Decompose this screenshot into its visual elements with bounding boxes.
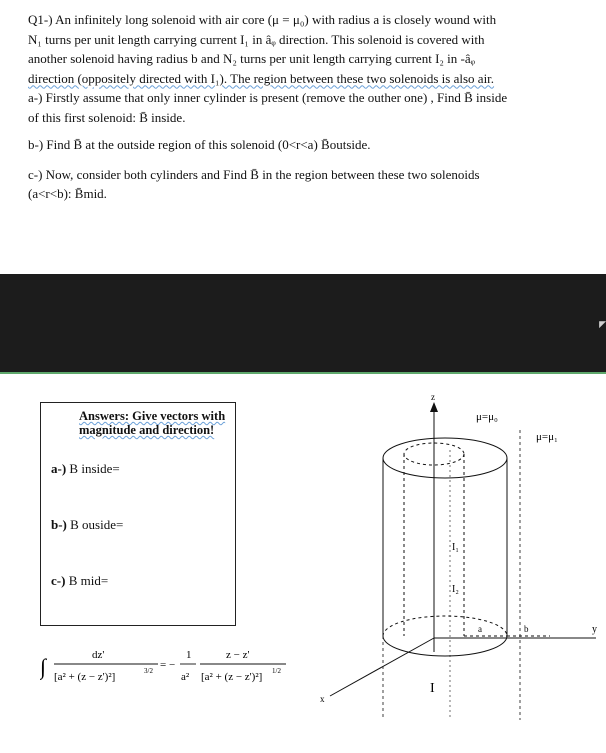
formula-coef-num: 1 — [186, 649, 192, 661]
part-c-line-1: c-) Now, consider both cylinders and Find B̄ in the region between these two solenoids — [28, 166, 480, 182]
answer-c-text: B mid= — [68, 573, 109, 588]
question-document — [0, 0, 606, 274]
part-b-text: b-) Find B̄ at the outside region of this solenoid (0<r<a) B̄outside. — [28, 137, 371, 152]
question-line-1: Q1-) An infinitely long solenoid with air core (μ = μ₀) with radius a is closely wound with — [28, 12, 497, 27]
answer-box — [40, 402, 236, 626]
answer-c — [51, 573, 108, 589]
question-text — [28, 10, 576, 204]
answer-a — [51, 461, 120, 477]
radius-b-label: b — [524, 624, 529, 634]
answer-a-text: B inside= — [69, 461, 120, 476]
part-c-line-2: (a<r<b): B̄mid. — [28, 186, 107, 201]
z-axis-label: z — [431, 392, 435, 402]
mu0-label: μ=μ₀ — [476, 411, 498, 423]
part-a-line-2: of this first solenoid: B̄ inside. — [28, 109, 186, 125]
solenoid-diagram — [300, 390, 606, 730]
mu1-label: μ=μ₁ — [536, 431, 558, 443]
y-axis-label: y — [592, 624, 597, 635]
dark-band — [0, 274, 606, 372]
formula-coef-den: a² — [181, 671, 190, 683]
outer-cylinder-top — [383, 438, 507, 478]
integral-sign: ∫ — [40, 654, 47, 679]
question-line-4: direction (oppositely directed with I₁). The region between these two solenoids is also air. — [28, 70, 495, 86]
question-line-2: N₁ turns per unit length carrying current I₁ in âᵩ direction. This solenoid is covered with — [28, 31, 485, 47]
formula-den-right-exp: 1/2 — [272, 667, 281, 675]
answer-header-line-2: magnitude and direction! — [79, 423, 215, 437]
answer-a-label: a-) — [51, 461, 67, 476]
formula-den-right: [a² + (z − z')²] — [201, 671, 263, 683]
answer-b — [51, 517, 123, 533]
x-axis — [330, 638, 434, 696]
i1-label: I₁ — [452, 542, 459, 553]
question-line-3: another solenoid having radius b and N₂ turns per unit length carrying current I₂ in -âᵩ — [28, 51, 475, 66]
formula-num-left: dz' — [92, 649, 105, 661]
arrow-icon: ◤ — [599, 320, 606, 330]
answer-document — [0, 374, 606, 753]
answer-c-label: c-) — [51, 573, 66, 588]
i2-label: I₂ — [452, 584, 459, 595]
part-a-line-1: a-) Firstly assume that only inner cylinder is present (remove the outher one) , Find B̄ inside — [28, 90, 508, 105]
formula-den-left-exp: 3/2 — [144, 667, 153, 675]
answer-header-line-1: Answers: Give vectors with — [79, 409, 226, 423]
answer-b-label: b-) — [51, 517, 67, 532]
formula-num-right: z − z' — [226, 649, 250, 661]
answer-b-text: B ouside= — [70, 517, 124, 532]
current-marker: I — [430, 681, 435, 696]
x-axis-label: x — [320, 694, 325, 704]
integral-formula — [40, 636, 290, 696]
formula-den-left: [a² + (z − z')²] — [54, 671, 116, 683]
formula-equals: = − — [160, 659, 176, 671]
outer-cylinder-bottom — [383, 636, 507, 656]
z-axis-arrow — [430, 402, 438, 412]
answer-header — [79, 409, 225, 437]
outer-cylinder-bottom-back — [383, 616, 507, 636]
radius-a-label: a — [478, 624, 482, 634]
